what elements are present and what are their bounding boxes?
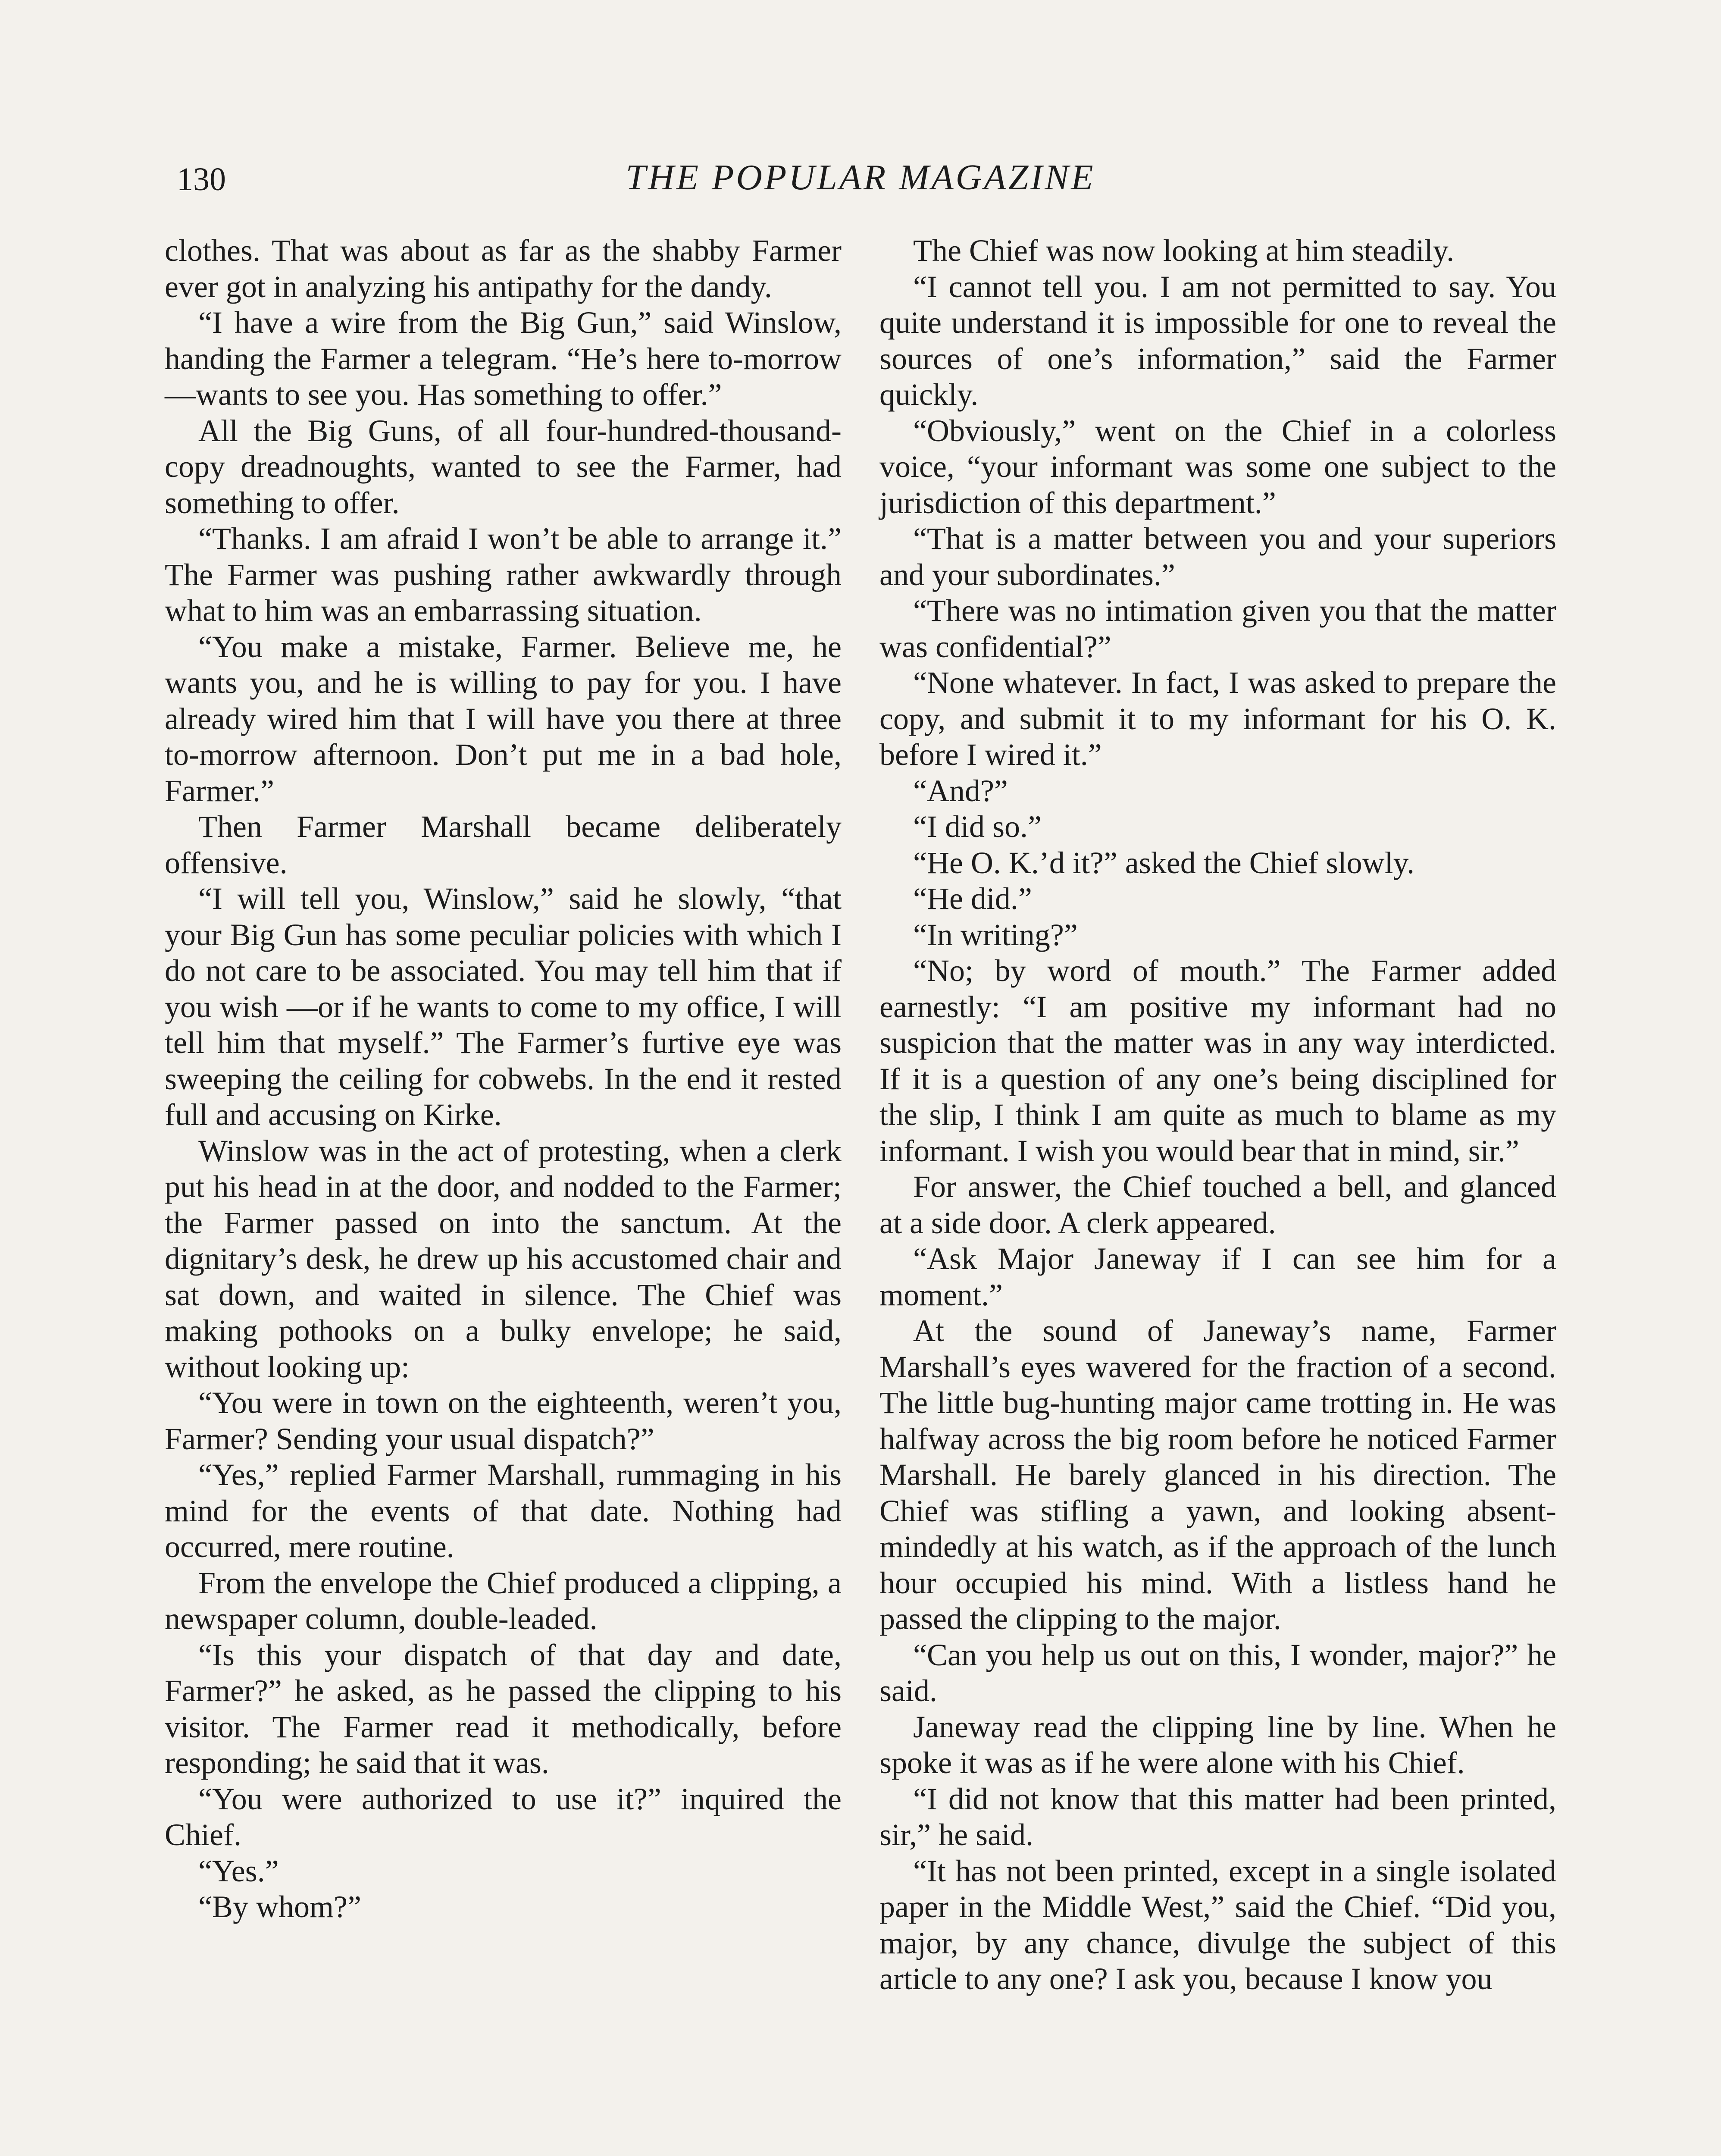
paragraph: “That is a matter between you and your superiors and your subordinates.” [879, 521, 1556, 592]
running-title: THE POPULAR MAGAZINE [626, 157, 1095, 197]
paragraph: “I did not know that this matter had been printed, sir,” he said. [879, 1781, 1556, 1852]
paragraph: From the envelope the Chief produced a clipping, a newspaper column, double-leaded. [165, 1565, 842, 1636]
paragraph: “I cannot tell you. I am not permitted to say. You quite understand it is impossible for one to reveal the sources of one’s information,” said the Farmer quickly. [879, 269, 1556, 412]
paragraph: The Chief was now looking at him steadily. [913, 233, 1455, 268]
paragraph: “Yes,” replied Farmer Marshall, rummaging in his mind for the events of that date. Nothing had occurred, mere routine. [165, 1457, 842, 1564]
paragraph: “He O. K.’d it?” asked the Chief slowly. [913, 845, 1415, 880]
paragraph: “I have a wire from the Big Gun,” said Winslow, handing the Farmer a telegram. “He’s here to-morrow—wants to see you. Has something to offer.” [165, 305, 842, 412]
paragraph: “Can you help us out on this, I wonder, major?” he said. [879, 1637, 1556, 1708]
paragraph: “Thanks. I am afraid I won’t be able to arrange it.” The Farmer was pushing rather awkwardly through what to him was an embarrassing situation. [165, 521, 842, 628]
paragraph: All the Big Guns, of all four-hundred-thousand-copy dreadnoughts, wanted to see the Farmer, had something to offer. [165, 413, 842, 520]
paragraph: “Obviously,” went on the Chief in a colorless voice, “your informant was some one subject to the jurisdiction of this department.” [879, 413, 1556, 520]
paragraph: “I will tell you, Winslow,” said he slowly, “that your Big Gun has some peculiar policies with which I do not care to be associated. You may tell him that if you wish —or if he wants to come to my office, I will tell him that myself.” The Farmer’s furtive eye was sweeping the ceiling for cobwebs. In the end it rested full and accusing on Kirke. [165, 881, 842, 1132]
paragraph: “And?” [913, 773, 1008, 808]
paragraph: “By whom?” [198, 1890, 361, 1924]
paragraph: Winslow was in the act of protesting, when a clerk put his head in at the door, and nodded to the Farmer; the Farmer passed on into the sanctum. At the dignitary’s desk, he drew up his accustomed chair and sat down, and waited in silence. The Chief was making pothooks on a bulky envelope; he said, without looking up: [165, 1133, 842, 1384]
paragraph: “No; by word of mouth.” The Farmer added earnestly: “I am positive my informant had no suspicion that the matter was in any way interdicted. If it is a question of any one’s being disciplined for the slip, I think I am quite as much to blame as my informant. I wish you would bear that in mind, sir.” [879, 953, 1556, 1168]
paragraph: “None whatever. In fact, I was asked to prepare the copy, and submit it to my informant for his O. K. before I wired it.” [879, 665, 1556, 772]
right-column [879, 233, 1556, 1997]
paragraph: Then Farmer Marshall became deliberately offensive. [165, 809, 842, 880]
paragraph: “You make a mistake, Farmer. Believe me, he wants you, and he is willing to pay for you. I have already wired him that I will have you there at three to-morrow afternoon. Don’t put me in a bad hole, Farmer.” [165, 629, 842, 808]
paragraph: “I did so.” [913, 809, 1042, 844]
paragraph: “Yes.” [198, 1853, 279, 1888]
paragraph: “He did.” [913, 881, 1032, 916]
paragraph: “You were in town on the eighteenth, weren’t you, Farmer? Sending your usual dispatch?” [165, 1385, 842, 1456]
paragraph: “It has not been printed, except in a single isolated paper in the Middle West,” said the Chief. “Did you, major, by any chance, divulge the subject of this article to any one? I ask you, because I know you [879, 1853, 1556, 1996]
paragraph: “Ask Major Janeway if I can see him for a moment.” [879, 1241, 1556, 1312]
paragraph: “There was no intimation given you that the matter was confidential?” [879, 593, 1556, 664]
paragraph: “Is this your dispatch of that day and date, Farmer?” he asked, as he passed the clipping to his visitor. The Farmer read it methodically, before responding; he said that it was. [165, 1637, 842, 1780]
paragraph: clothes. That was about as far as the shabby Farmer ever got in analyzing his antipathy for the dandy. [165, 233, 842, 304]
paragraph: Janeway read the clipping line by line. When he spoke it was as if he were alone with his Chief. [879, 1709, 1556, 1780]
paragraph: For answer, the Chief touched a bell, and glanced at a side door. A clerk appeared. [879, 1169, 1556, 1240]
page-number: 130 [177, 161, 226, 197]
left-column [165, 233, 842, 1925]
paragraph: “You were authorized to use it?” inquired the Chief. [165, 1781, 842, 1852]
paragraph: At the sound of Janeway’s name, Farmer Marshall’s eyes wavered for the fraction of a second. The little bug-hunting major came trotting in. He was halfway across the big room before he noticed Farmer Marshall. He barely glanced in his direction. The Chief was stifling a yawn, and looking absent-mindedly at his watch, as if the approach of the lunch hour occupied his mind. With a listless hand he passed the clipping to the major. [879, 1313, 1556, 1636]
paragraph: “In writing?” [913, 917, 1078, 952]
